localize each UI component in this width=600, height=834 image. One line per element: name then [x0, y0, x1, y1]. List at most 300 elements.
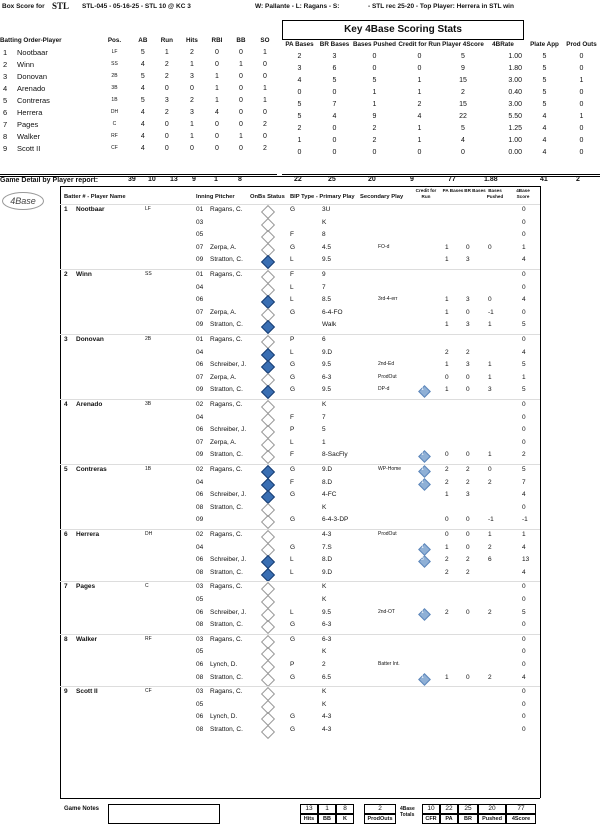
pa-type: G [290, 491, 296, 499]
stat-cell: 0 [579, 148, 584, 156]
batter-number: 9 [64, 688, 68, 696]
frame-left [60, 186, 61, 798]
pa-inn: 06 [196, 661, 204, 668]
stats-row [282, 98, 522, 110]
pa-pa: 2 [445, 556, 449, 564]
footer-label: ProdOuts [364, 814, 396, 824]
stat-cell: 0 [239, 96, 243, 104]
pa-bp: -1 [488, 516, 494, 524]
stat-cell: 1 [579, 76, 584, 84]
pa-sc: -1 [522, 516, 528, 524]
pa-play: 4-3 [322, 726, 332, 733]
player-separator [60, 581, 540, 582]
pa-pit: Stratton, C. [210, 673, 243, 681]
pa-pit: Zerpa, A. [210, 243, 237, 251]
player-cell [0, 70, 98, 82]
stat-cell: 2 [164, 108, 169, 116]
pa-play: 8.D [322, 478, 333, 486]
totals-label: 4Base Totals [400, 806, 415, 818]
pa-play: 9.D [322, 348, 333, 356]
pa-play: Walk [322, 321, 337, 329]
frame-top [60, 186, 540, 187]
footer-label: CFR [422, 814, 440, 824]
box-score-row [0, 94, 277, 106]
pa-br: 3 [466, 296, 470, 304]
pa-br: 0 [466, 543, 470, 551]
stat-cell: 1 [189, 132, 194, 140]
pa-cr: 1 [421, 466, 424, 472]
pitcher-decisions: W: Pallante - L: Ragans - S: [255, 3, 340, 10]
pa-bp: 6 [488, 556, 492, 564]
pa-play: K [322, 596, 327, 603]
stat-cell: 4 [140, 84, 145, 92]
pa-pit: Ragans, C. [210, 583, 243, 591]
pa-sec: 2nd-Ed [378, 361, 395, 368]
stat-cell: 4 [140, 132, 145, 140]
pa-br: 2 [466, 568, 470, 576]
pa-sc: 4 [522, 568, 526, 576]
col-bb: BB [236, 36, 246, 44]
pa-inn: 08 [196, 673, 204, 681]
pa-inn: 09 [196, 386, 204, 394]
stat-cell: 0 [579, 124, 584, 132]
stat-cell: 9 [461, 64, 465, 72]
pa-play: 8.D [322, 556, 333, 564]
batting-order-number: 9 [3, 143, 8, 153]
stat-cell: 9 [372, 112, 377, 120]
stat-cell: 0 [164, 132, 169, 140]
player-separator [60, 399, 540, 400]
stat-cell: 0 [372, 64, 377, 72]
box-score-header-row [0, 34, 277, 46]
pa-cr: 1 [421, 478, 424, 485]
pa-br: 3 [466, 256, 470, 264]
stat-cell: 0 [579, 136, 584, 144]
pa-sc: 0 [522, 621, 526, 629]
extra-row [526, 98, 600, 110]
player-separator [60, 204, 540, 205]
stats-row [282, 146, 522, 158]
box-score-row [0, 82, 277, 94]
pa-inn: 04 [196, 348, 204, 356]
pa-play: 4-3 [322, 531, 332, 538]
stat-cell: 1 [215, 84, 219, 92]
pa-sc: 5 [522, 466, 526, 473]
stat-cell: 0 [332, 136, 337, 144]
pa-pa: 1 [445, 321, 449, 329]
batting-order-number: 2 [3, 59, 8, 69]
pa-inn: 03 [196, 688, 204, 696]
pa-br: 0 [466, 451, 470, 459]
pa-inn: 07 [196, 308, 204, 316]
pa-sc: 4 [522, 348, 526, 356]
stat-cell: 5 [140, 96, 145, 104]
pa-play: 9.D [322, 466, 333, 473]
player-separator [60, 269, 540, 270]
pa-pa: 1 [445, 243, 449, 251]
pa-cr: 3 [421, 556, 424, 563]
total-value: 1.88 [484, 176, 498, 183]
pa-inn: 03 [196, 635, 204, 643]
pa-bp: 1 [488, 531, 492, 538]
pa-inn: 08 [196, 726, 204, 733]
pa-pa: 1 [445, 673, 449, 681]
pa-pit: Ragans, C. [210, 401, 243, 408]
stat-cell: 5 [542, 88, 547, 96]
pa-pa: 1 [445, 296, 449, 304]
pa-pa: 2 [445, 608, 449, 616]
pa-br: 3 [466, 361, 470, 369]
batter-name: Donovan [76, 336, 104, 343]
detail-col-header: OnBs Status [250, 194, 285, 200]
pa-inn: 04 [196, 413, 204, 421]
pa-br: 2 [466, 556, 470, 564]
pa-inn: 05 [196, 700, 204, 708]
batter-number: 3 [64, 336, 68, 343]
box-score-row [0, 70, 277, 82]
pa-sc: 0 [522, 231, 526, 239]
pa-inn: 02 [196, 531, 204, 538]
pa-inn: 07 [196, 438, 204, 446]
col-bases-pushed: Bases Pushed [352, 40, 397, 48]
pa-pit: Schreiber, J. [210, 491, 247, 499]
stat-cell: 0 [239, 48, 243, 56]
pa-sc: 0 [522, 583, 526, 591]
total-value: 39 [128, 176, 136, 183]
stat-cell: 2 [297, 124, 302, 132]
base-diamond-icon [261, 515, 275, 529]
batter-name: Pages [76, 583, 96, 591]
pa-type: G [290, 543, 296, 551]
stat-cell: 1.25 [508, 124, 522, 132]
pa-sec: ProdOut [378, 531, 397, 537]
stat-cell: 2 [372, 124, 377, 132]
col-batting-order: Batting Order-Player [0, 36, 62, 44]
footer-value: 1 [318, 804, 336, 814]
stat-cell: 7 [332, 100, 337, 108]
stats-row [282, 86, 522, 98]
pa-inn: 03 [196, 583, 204, 591]
stat-cell: 1 [164, 48, 169, 56]
pa-sec: FO-d [378, 243, 390, 250]
col-pos: Pos. [107, 36, 122, 44]
pa-br: 0 [466, 373, 470, 381]
pa-pa: 0 [445, 373, 449, 381]
stat-cell: 0 [579, 100, 584, 108]
pa-play: K [322, 688, 327, 696]
position-cell: 3B [111, 85, 118, 91]
pa-type: G [290, 386, 296, 394]
pa-pa: 2 [445, 478, 449, 486]
position-cell: 1B [111, 97, 118, 103]
base-diamond-icon [261, 385, 275, 399]
pa-pit: Lynch, D. [210, 661, 238, 668]
stat-cell: 5 [542, 52, 547, 60]
pa-sc: 0 [522, 438, 526, 446]
stat-cell: 2 [164, 72, 169, 80]
pa-play: 9.D [322, 568, 333, 576]
footer-label: BB [318, 814, 336, 824]
box-score-row [0, 46, 277, 58]
stat-cell: 15 [459, 76, 467, 84]
pa-sec: Batter Int. [378, 661, 400, 667]
pa-play: 1 [322, 438, 326, 446]
footer-value: 77 [506, 804, 536, 814]
batter-number: 5 [64, 466, 68, 473]
stats-header-row [282, 38, 522, 50]
footer-value: 22 [440, 804, 458, 814]
pa-pa: 1 [445, 386, 449, 394]
pa-inn: 08 [196, 503, 204, 511]
pa-br: 2 [466, 466, 470, 473]
pa-cr: 1 [421, 608, 424, 615]
pa-br: 0 [466, 386, 470, 394]
pa-pa: 0 [445, 531, 449, 538]
box-score-label: Box Score for [2, 3, 45, 10]
pa-inn: 06 [196, 491, 204, 499]
stat-cell: 15 [459, 100, 467, 108]
pa-cr: 1 [421, 451, 424, 458]
section-title-text: Game Detail by Player report: [0, 177, 99, 184]
pa-bp: 2 [488, 543, 492, 551]
stat-cell: 1 [215, 96, 219, 104]
stat-cell: 0 [239, 144, 243, 152]
total-value: 9 [192, 176, 196, 183]
stat-cell: 2 [263, 120, 267, 128]
pa-inn: 02 [196, 466, 204, 473]
stat-cell: 0 [332, 148, 337, 156]
stat-cell: 4 [542, 112, 547, 120]
detail-col-header: Bases Pushed [486, 188, 504, 199]
pa-sc: 4 [522, 296, 526, 304]
stats-row [282, 110, 522, 122]
player-name: Contreras [17, 95, 50, 105]
pa-play: K [322, 648, 327, 656]
stat-cell: 0 [579, 64, 584, 72]
total-value: 22 [294, 176, 302, 183]
batter-position: DH [145, 531, 153, 537]
pa-inn: 02 [196, 401, 204, 408]
player-separator [60, 464, 540, 465]
stat-cell: 4 [542, 136, 547, 144]
batter-number: 6 [64, 531, 68, 538]
pa-bp: 0 [488, 466, 492, 473]
pa-play: K [322, 583, 327, 591]
player-separator [60, 634, 540, 635]
pa-sc: 0 [522, 596, 526, 603]
pa-pit: Zerpa, A. [210, 308, 237, 316]
box-score-row [0, 58, 277, 70]
pa-play: 6-4-3-DP [322, 516, 349, 524]
pa-play: K [322, 503, 327, 511]
pa-sc: 0 [522, 713, 526, 721]
col-player-4score: Player 4Score [442, 40, 484, 48]
extra-header-row [526, 38, 600, 50]
pa-br: 3 [466, 491, 470, 499]
batter-number: 8 [64, 635, 68, 643]
stat-cell: 0 [372, 52, 377, 60]
stat-cell: 3 [164, 96, 169, 104]
stat-cell: 0 [189, 84, 194, 92]
stat-cell: 1 [417, 76, 422, 84]
pa-pit: Stratton, C. [210, 621, 243, 629]
batter-name: Winn [76, 271, 92, 278]
pa-inn: 04 [196, 478, 204, 486]
pa-type: G [290, 621, 296, 629]
player-separator [60, 529, 540, 530]
pa-br: 0 [466, 308, 470, 316]
pa-sc: 0 [522, 336, 526, 343]
pa-type: L [290, 568, 294, 576]
player-name: Arenado [17, 83, 46, 93]
pa-type: G [290, 373, 296, 381]
pa-sec: ProdOut [378, 373, 397, 380]
stat-cell: 3 [332, 52, 337, 60]
stat-cell: 5 [297, 112, 302, 120]
stat-cell: 1 [189, 60, 194, 68]
pa-pit: Zerpa, A. [210, 438, 237, 446]
stat-cell: 1 [239, 60, 243, 68]
pa-sec: DP-d [378, 386, 390, 393]
stats-row [282, 122, 522, 134]
extra-row [526, 110, 600, 122]
pa-bp: 1 [488, 451, 492, 459]
box-score-row [0, 106, 277, 118]
stat-cell: 5 [542, 64, 547, 72]
col-rbi: RBI [211, 36, 223, 44]
stat-cell: 4 [215, 108, 219, 116]
pa-bp: 1 [488, 321, 492, 329]
detail-col-header: BR Bases [464, 188, 486, 193]
pa-play: K [322, 218, 327, 226]
report-header [0, 0, 600, 14]
pa-pit: Stratton, C. [210, 386, 243, 394]
col-so: SO [260, 36, 270, 44]
pa-type: P [290, 661, 295, 668]
batter-number: 7 [64, 583, 68, 591]
player-name: Winn [17, 59, 35, 69]
col-run: Run [160, 36, 173, 44]
pa-inn: 07 [196, 243, 204, 251]
pa-type: F [290, 271, 294, 278]
pa-play: 6-4-FO [322, 308, 343, 316]
box-score-row [0, 118, 277, 130]
pa-sc: 0 [522, 283, 526, 291]
base-diamond-icon [261, 450, 275, 464]
stat-cell: 2 [189, 48, 194, 56]
pa-pit: Ragans, C. [210, 688, 243, 696]
batter-position: LF [145, 206, 151, 212]
pa-type: G [290, 635, 296, 643]
pa-play: 7.S [322, 543, 332, 551]
stat-cell: 2 [189, 96, 194, 104]
pa-type: L [290, 608, 294, 616]
pa-br: 0 [466, 608, 470, 616]
pa-pit: Stratton, C. [210, 321, 243, 329]
pa-play: 7 [322, 283, 326, 291]
position-cell: LF [111, 49, 118, 55]
detail-col-header: 4Base Score [516, 188, 530, 199]
pa-sc: 1 [522, 373, 526, 381]
pa-play: 6-3 [322, 621, 332, 629]
extra-row [526, 74, 600, 86]
extra-row [526, 50, 600, 62]
stat-cell: 0 [189, 144, 194, 152]
player-cell [0, 94, 98, 106]
pa-sc: 0 [522, 413, 526, 421]
report-footer [60, 802, 540, 834]
pa-sc: 1 [522, 243, 526, 251]
stat-cell: 1 [189, 120, 194, 128]
pa-type: G [290, 516, 296, 524]
col-pa-bases: PA Bases [285, 40, 314, 48]
pa-inn: 08 [196, 621, 204, 629]
stat-cell: 3 [297, 64, 302, 72]
player-separator [60, 686, 540, 687]
stat-cell: 0.40 [508, 88, 522, 96]
extra-row [526, 122, 600, 134]
position-cell: DH [110, 109, 119, 115]
footer-value: 25 [458, 804, 478, 814]
pa-type: L [290, 296, 294, 304]
position-cell: CF [111, 145, 118, 151]
pa-pit: Ragans, C. [210, 206, 243, 213]
pa-play: 6-3 [322, 373, 332, 381]
pa-sc: 0 [522, 218, 526, 226]
stat-cell: 2 [417, 100, 422, 108]
batting-order-number: 3 [3, 71, 8, 81]
stat-cell: 4 [140, 60, 145, 68]
pa-bp: 2 [488, 608, 492, 616]
pa-sc: 1 [522, 531, 526, 538]
pa-br: 2 [466, 478, 470, 486]
pa-pit: Ragans, C. [210, 531, 243, 538]
player-name: Pages [17, 119, 39, 129]
pa-sc: 0 [522, 726, 526, 733]
col-plate-app: Plate App [530, 40, 559, 48]
total-value: 77 [448, 176, 456, 183]
stat-cell: 1.80 [508, 64, 522, 72]
batter-name: Nootbaar [76, 206, 105, 213]
stat-cell: 1.00 [508, 136, 522, 144]
batting-order-number: 1 [3, 47, 8, 57]
stat-cell: 1 [215, 72, 219, 80]
batter-name: Herrera [76, 531, 100, 538]
detail-col-header: PA Bases [442, 188, 464, 193]
pa-play: 3U [322, 206, 331, 213]
stat-cell: 1.00 [508, 52, 522, 60]
batting-order-number: 6 [3, 107, 8, 117]
pa-br: 0 [466, 243, 470, 251]
stat-cell: 0 [215, 120, 219, 128]
stat-cell: 0 [461, 148, 465, 156]
detail-col-header: Credit for Run [415, 188, 437, 199]
pa-play: 2 [322, 661, 326, 668]
stat-cell: 0 [332, 88, 337, 96]
col-4brate: 4BRate [492, 40, 514, 48]
game-detail-report [0, 186, 600, 834]
pa-play: 9.5 [322, 608, 332, 616]
pa-play: 8.5 [322, 296, 332, 304]
stat-cell: 0 [263, 60, 267, 68]
footer-value: 13 [300, 804, 318, 814]
stat-cell: 2 [461, 88, 465, 96]
pa-pit: Ragans, C. [210, 271, 243, 278]
box-score-row [0, 130, 277, 142]
pa-pit: Stratton, C. [210, 256, 243, 264]
stat-cell: 0 [417, 148, 422, 156]
pa-pit: Stratton, C. [210, 503, 243, 511]
